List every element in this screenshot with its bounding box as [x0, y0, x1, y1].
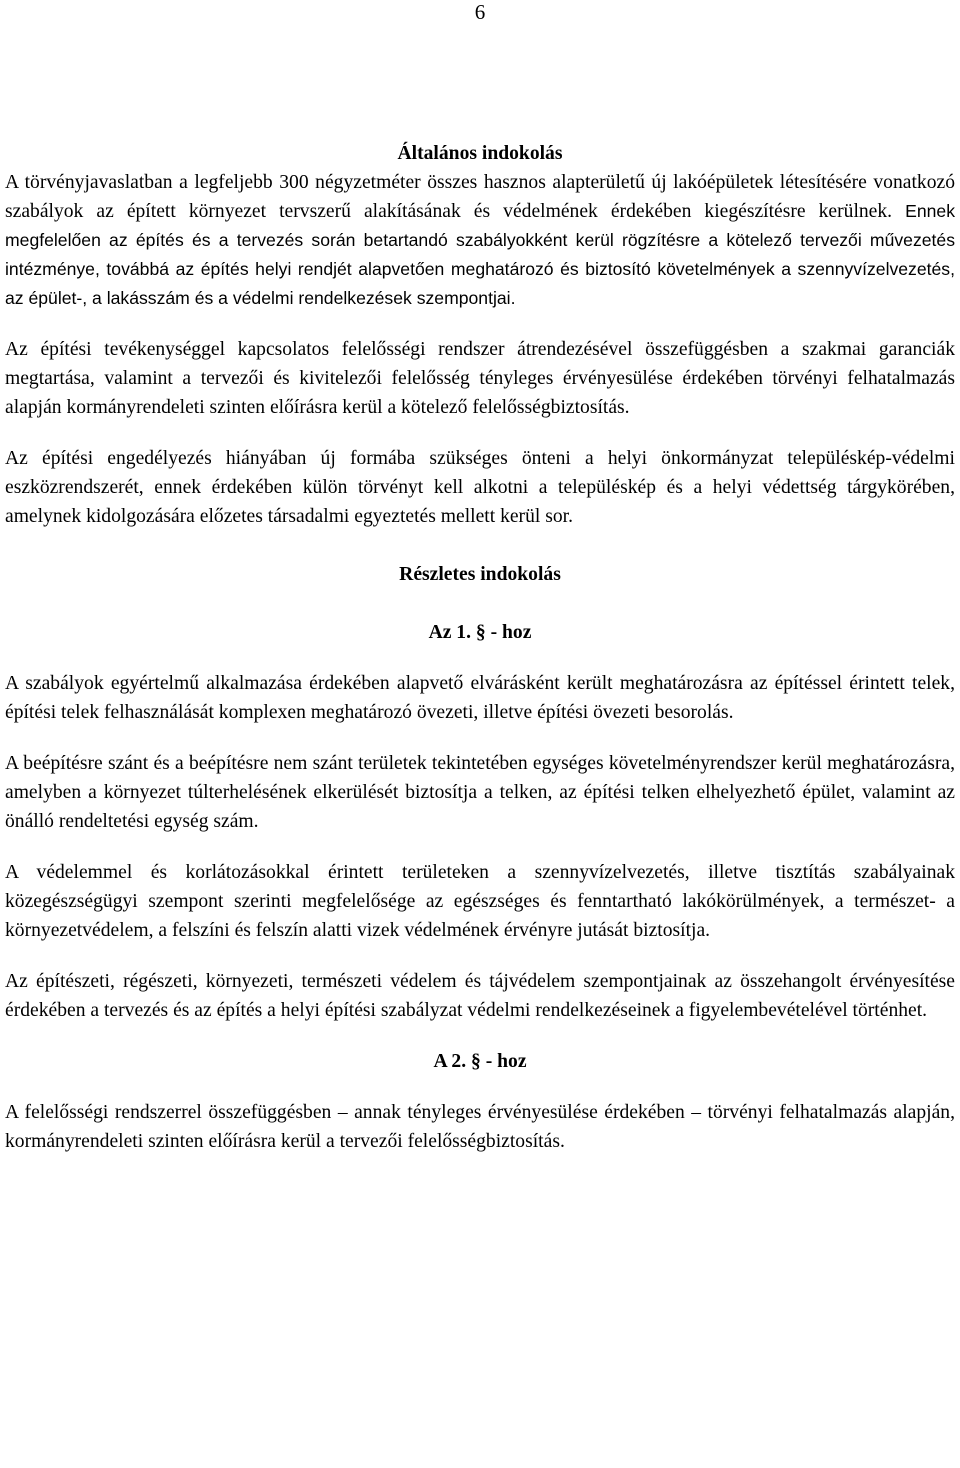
general-justification-heading: Általános indokolás [397, 143, 563, 164]
general-paragraph-1-part-a: A törvényjavaslatban a legfeljebb 300 négyzetméter összes hasznos alapterületű új lakóépületek létesítésére vonatkozó szabályok az épített környezet tervszerű alakításának és védelmének érdekében kiegészítésre kerülnek. [5, 172, 955, 222]
general-paragraph-1-part-b: Ennek megfelelően az építés és a tervezés során betartandó szabályokként kerül rögzítésre a kötelező tervezői művezetés intézménye, továbbá az építés helyi rendjét alapvetően meghatározó és biztosító követelmények a szennyvízelvezetés, az épület-, a lakásszám és a védelmi rendelkezések szempontjai. [5, 201, 955, 308]
general-paragraph-2: Az építési tevékenységgel kapcsolatos felelősségi rendszer átrendezésével összefüggésben a szakmai garanciák megtartása, valamint a tervezői és kivitelezői felelősség tényleges érvényesülése érdekében törvényi felhatalmazás alapján kormányrendeleti szinten előírásra kerül a kötelező felelősségbiztosítás. [5, 339, 955, 418]
document-body [5, 139, 955, 1156]
section-1-paragraph-4: Az építészeti, régészeti, környezeti, természeti védelem és tájvédelem szempontjainak az összehangolt érvényesítése érdekében a tervezés és az építés a helyi építési szabályzat védelmi rendelkezéseinek a figyelembevételével történhet. [5, 971, 955, 1021]
general-paragraph-1 [5, 168, 955, 313]
section-2-heading: A 2. § - hoz [433, 1051, 527, 1072]
section-1-heading: Az 1. § - hoz [428, 622, 532, 643]
section-2-paragraph-1: A felelősségi rendszerrel összefüggésben – annak tényleges érvényesülése érdekében – törvényi felhatalmazás alapján, kormányrendeleti szinten előírásra kerül a tervezői felelősségbiztosítás. [5, 1102, 955, 1152]
section-1-paragraph-2: A beépítésre szánt és a beépítésre nem szánt területek tekintetében egységes követelményrendszer kerül meghatározásra, amelyben a környezet túlterhelésének elkerülését biztosítja a telken, az építési telken elhelyezhető épület, valamint az önálló rendeltetési egység szám. [5, 753, 955, 832]
page-number: 6 [474, 0, 486, 24]
detailed-justification-heading: Részletes indokolás [399, 564, 561, 585]
section-1-paragraph-3: A védelemmel és korlátozásokkal érintett területeken a szennyvízelvezetés, illetve tisztítás szabályainak közegészségügyi szempont szerinti megfelelősége az egészséges és fenntartható lakókörülmények, a természet- a környezetvédelem, a felszíni és felszín alatti vizek védelmének érvényre jutását biztosítja. [5, 862, 955, 941]
section-1-paragraph-1: A szabályok egyértelmű alkalmazása érdekében alapvető elvárásként került meghatározásra az építéssel érintett telek, építési telek felhasználását komplexen meghatározó övezeti, illetve építési övezeti besorolás. [5, 673, 955, 723]
general-paragraph-3: Az építési engedélyezés hiányában új formába szükséges önteni a helyi önkormányzat településkép-védelmi eszközrendszerét, ennek érdekében külön törvényt kell alkotni a településkép és a helyi védettség tárgykörében, amelynek kidolgozására előzetes társadalmi egyeztetés mellett kerül sor. [5, 448, 955, 527]
